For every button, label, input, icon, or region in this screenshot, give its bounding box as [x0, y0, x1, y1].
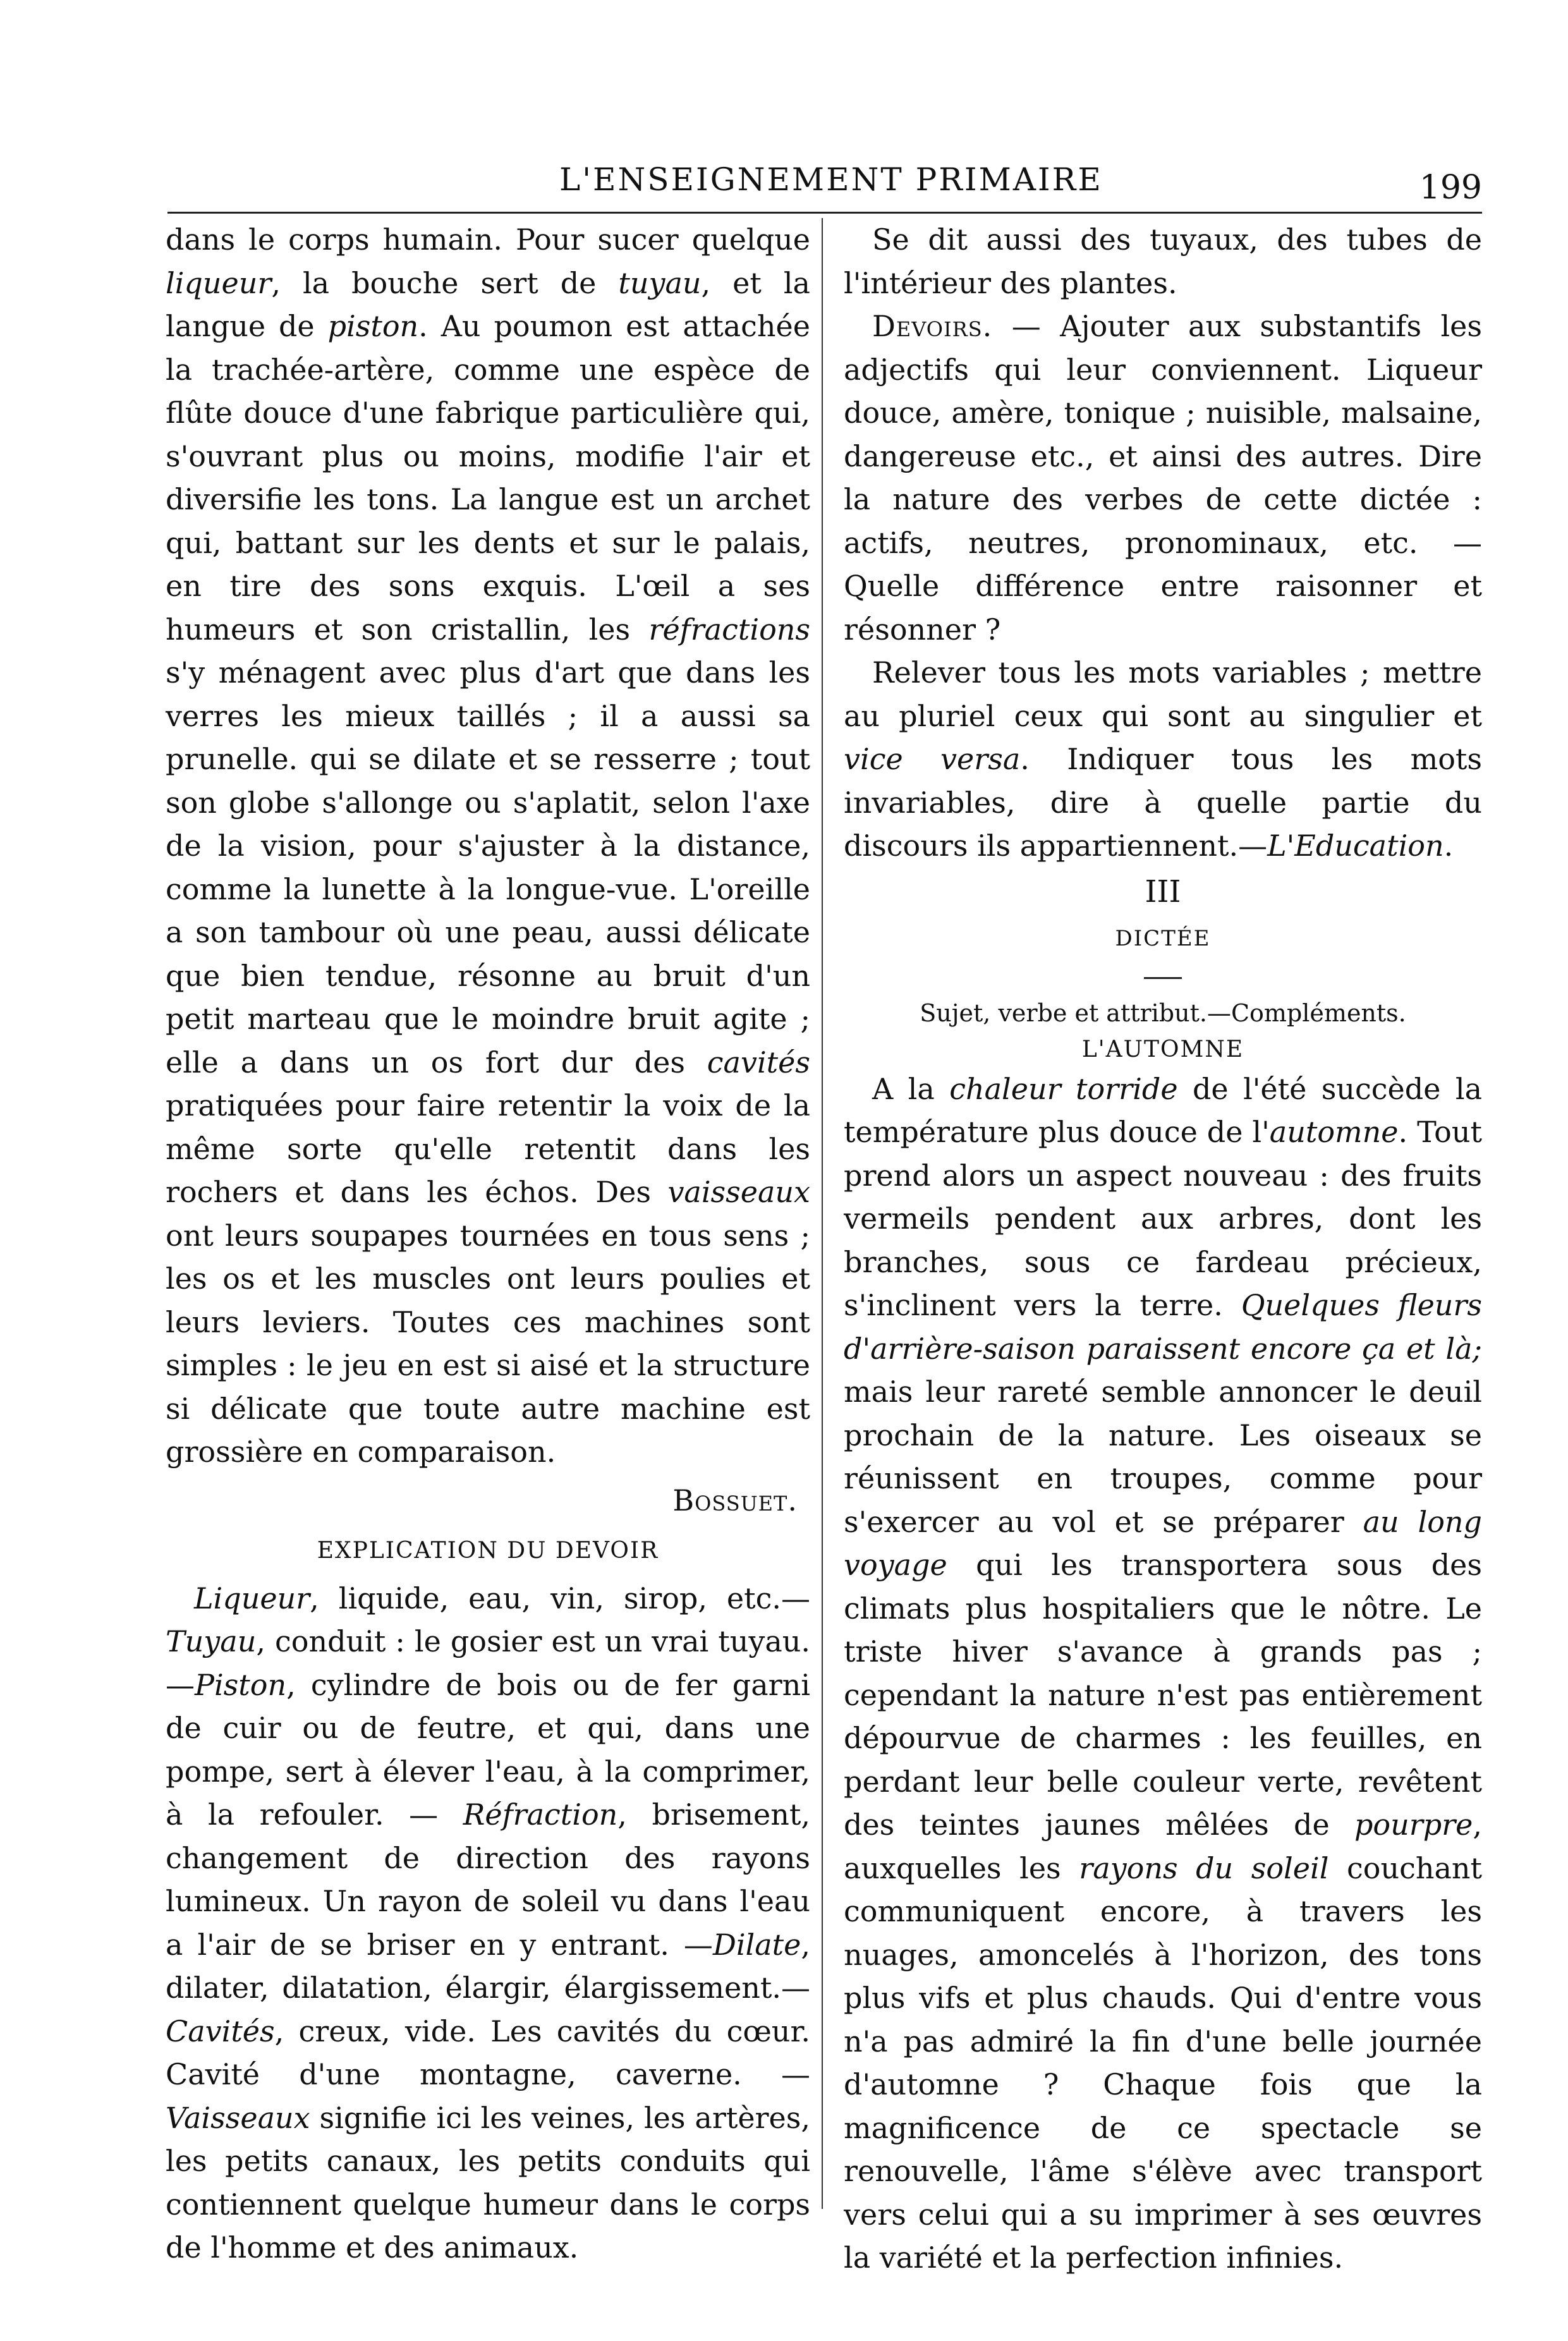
definition: signifie ici les veines, les artères, les petits canaux, les petits conduits qui contiennent quelque humeur dans le corps de l'homme et des animaux.	[166, 2100, 810, 2265]
bossuet-paragraph	[166, 218, 810, 1474]
page-number: 199	[1419, 169, 1482, 207]
term: Tuyau	[166, 1624, 257, 1658]
page-header	[167, 161, 1482, 212]
italic-phrase: rayons du soleil	[1079, 1851, 1329, 1885]
dictation-title: L'AUTOMNE	[1081, 1036, 1244, 1062]
text-run: A la	[872, 1071, 950, 1106]
text-run: .	[1443, 829, 1454, 863]
text-run: s'y ménagent avec plus d'art que dans les verres les mieux taillés ; il a aussi sa prunelle. qui se dilate et se resserre ; tout son globe s'allonge ou s'aplatit, selon l'axe de la vision, pour s'ajuster à la distance, comme la lunette à la longue-vue. L'oreille a son tambour où une peau, aussi délicate que bien tendue, résonne au bruit d'un petit marteau que le moindre bruit agite ; elle a dans un os fort dur des	[166, 655, 810, 1079]
term: Cavités	[166, 2014, 275, 2048]
italic-word: vaisseaux	[667, 1175, 810, 1209]
relever-paragraph	[844, 651, 1482, 868]
section-number: III	[1145, 873, 1181, 909]
source-citation: L'Education	[1267, 829, 1444, 863]
italic-word: liqueur	[166, 265, 272, 300]
section-dash	[1144, 977, 1182, 979]
text-run: pratiquées pour faire retentir la voix de la même sorte qu'elle retentit dans les rochers et dans les échos. Des	[166, 1088, 810, 1209]
text-run: , auxquelles les	[844, 1808, 1482, 1885]
devoirs-paragraph	[844, 305, 1482, 651]
italic-phrase: au long voyage	[844, 1504, 1482, 1582]
definition: , liquide, eau, vin, sirop, etc.—	[310, 1581, 810, 1615]
italic-phrase: automne	[1269, 1115, 1399, 1149]
italic-phrase: Quelques fleurs d'arrière-saison paraissent encore ça et là;	[844, 1288, 1483, 1366]
explication-paragraph	[166, 1577, 810, 2270]
italic-word: piston	[327, 309, 419, 343]
definition: , creux, vide. Les cavités du cœur. Cavité d'une montagne, caverne. —	[166, 2014, 810, 2091]
definition: , brisement, changement de direction des rayons lumineux. Un rayon de soleil vu dans l'eau a l'air de se briser en y entrant. —	[166, 1797, 810, 1962]
text-run: couchant communiquent encore, à travers les nuages, amoncelés à l'horizon, des tons plus vifs et plus chauds. Qui d'entre vous n'a pas admiré la fin d'une belle journée d'automne ? Chaque fois que la magnificence de ce spectacle se renouvelle, l'âme s'élève avec transport vers celui qui a su imprimer à ses œuvres la variété et la perfection infinies.	[844, 1851, 1482, 2275]
explication-title: EXPLICATION DU DEVOIR	[317, 1538, 659, 1564]
italic-word: réfractions	[648, 612, 810, 647]
italic-phrase: chaleur torride	[949, 1071, 1178, 1106]
text-run: Relever tous les mots variables ; mettre au pluriel ceux qui sont au singulier et	[844, 655, 1482, 733]
text-run: . Au poumon est attachée la trachée-artère, comme une espèce de flûte douce d'une fabrique particulière qui, s'ouvrant plus ou moins, modifie l'air et diversifie les tons. La langue est un archet qui, battant sur les dents et sur le palais, en tire des sons exquis. L'œil a ses humeurs et son cristallin, les	[166, 309, 810, 647]
dictation-subtitle: Sujet, verbe et attribut.—Compléments.	[920, 999, 1406, 1027]
italic-word: tuyau	[618, 265, 702, 300]
tuyau-continuation: Se dit aussi des tuyaux, des tubes de l'intérieur des plantes.	[844, 222, 1482, 300]
term: Dilate	[712, 1927, 801, 1962]
text-run: dans le corps humain. Pour sucer quelque	[166, 222, 810, 257]
text-run: de l'été succède la température plus douce de l'	[844, 1071, 1482, 1149]
term: Liqueur	[194, 1581, 310, 1615]
text-run: . Tout prend alors un aspect nouveau : des fruits vermeils pendent aux arbres, dont les branches, sous ce fardeau précieux, s'inclinent vers la terre.	[844, 1115, 1482, 1322]
text-run: . Indiquer tous les mots invariables, dire à quelle partie du discours ils appartiennent.—	[844, 742, 1482, 863]
italic-phrase: vice versa	[844, 742, 1021, 776]
definition: , cylindre de bois ou de fer garni de cuir ou de feutre, et qui, dans une pompe, sert à élever l'eau, à la comprimer, à la refouler. —	[166, 1667, 810, 1832]
author-signature: Bossuet.	[672, 1483, 798, 1517]
term: Réfraction	[463, 1797, 618, 1832]
definition: , conduit : le gosier est un vrai tuyau. —	[166, 1624, 810, 1702]
left-column	[166, 218, 810, 2270]
italic-phrase: pourpre	[1354, 1808, 1473, 1842]
italic-word: cavités	[707, 1045, 810, 1079]
text-run: , et la langue de	[166, 265, 810, 343]
term: Piston	[195, 1667, 287, 1702]
devoirs-text: — Ajouter aux substantifs les adjectifs qui leur conviennent. Liqueur douce, amère, tonique ; nuisible, malsaine, dangereuse etc., et ainsi des autres. Dire la nature des verbes de cette dictée : actifs, neutres, pronominaux, etc. — Quelle différence entre raisonner et résonner ?	[844, 309, 1482, 647]
column-divider	[822, 218, 823, 2209]
definition: , dilater, dilatation, élargir, élargissement.—	[166, 1927, 810, 2005]
text-run: qui les transportera sous des climats plus hospitaliers que le nôtre. Le triste hiver s'avance à grands pas ; cependant la nature n'est pas entièrement dépourvue de charmes : les feuilles, en perdant leur belle couleur verte, revêtent des teintes jaunes mêlées de	[844, 1548, 1482, 1842]
term: Vaisseaux	[166, 2100, 310, 2135]
section-label: DICTÉE	[1115, 926, 1211, 951]
devoirs-label: Devoirs.	[872, 309, 993, 343]
text-run: , la bouche sert de	[271, 265, 619, 300]
running-title: L'ENSEIGNEMENT PRIMAIRE	[559, 161, 1103, 198]
right-column	[844, 218, 1482, 2280]
text-run: ont leurs soupapes tournées en tous sens ; les os et les muscles ont leurs poulies et leurs leviers. Toutes ces machines sont simples : le jeu en est si aisé et la structure si délicate que toute autre machine est grossière en comparaison.	[166, 1218, 810, 1469]
automne-paragraph	[844, 1067, 1482, 2280]
text-run: mais leur rareté semble annoncer le deuil prochain de la nature. Les oiseaux se réunissent en troupes, comme pour s'exercer au vol et se préparer	[844, 1375, 1482, 1539]
header-rule	[167, 212, 1482, 214]
